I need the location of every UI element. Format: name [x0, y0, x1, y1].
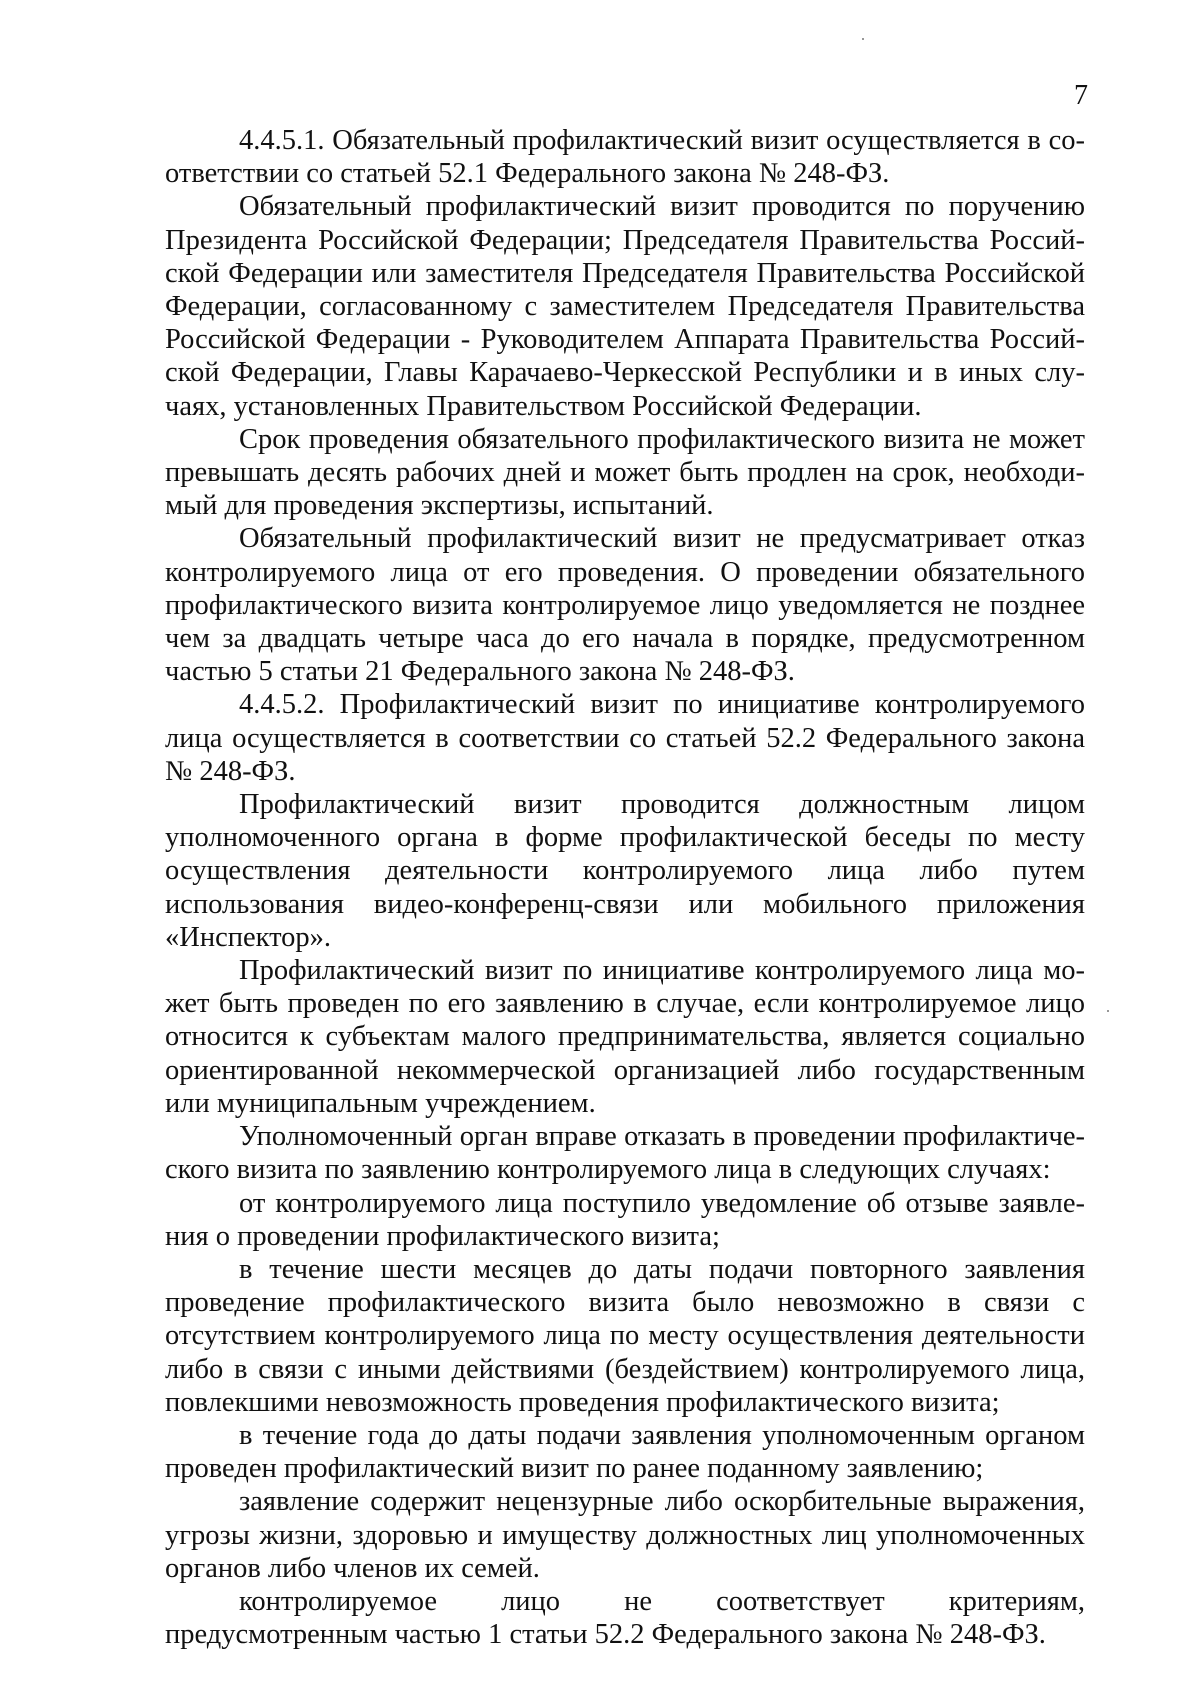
paragraph: Обязательный профилактический визит не предусматривает отказ контролируемого лица от его проведения. О проведении обязательного профилактического визита контролируемое лицо уведомляется не позднее чем за двадцать четыре часа до его начала в порядке, предусмотренном частью 5 статьи 21 Федерального закона № 248-ФЗ.: [165, 523, 1085, 688]
scan-speck: [862, 38, 864, 40]
list-item: контролируемое лицо не соответствует критериям, предусмотренным частью 1 статьи 52.2 Федерального закона № 248-ФЗ.: [165, 1585, 1085, 1651]
paragraph: Уполномоченный орган вправе отказать в проведении профилактического визита по заявлению контролируемого лица в следующих случаях:: [165, 1121, 1085, 1186]
paragraph: Обязательный профилактический визит проводится по поручению Президента Российской Федерации; Председателя Правительства Российской Федерации или заместителя Председателя Правительства Российской Федерации, согласованному с заместителем Председателя Правительства Российской Федерации - Руководителем Аппарата Правительства Российской Федерации, Главы Карачаево-Черкесской Республики и в иных случаях, установленных Правительством Российской Федерации.: [165, 191, 1085, 422]
page-number: 7: [1074, 80, 1088, 111]
list-item: от контролируемого лица поступило уведомление об отзыве заявления о проведении профилактического визита;: [165, 1187, 1085, 1252]
paragraph: 4.4.5.2. Профилактический визит по инициативе контролируемого лица осуществляется в соответствии со статьей 52.2 Федерального закона № 248-ФЗ.: [165, 689, 1085, 787]
paragraph: 4.4.5.1. Обязательный профилактический визит осуществляется в соответствии со статьей 52.1 Федерального закона № 248-ФЗ.: [165, 125, 1085, 190]
list-item: заявление содержит нецензурные либо оскорбительные выражения, угрозы жизни, здоровью и имуществу должностных лиц уполномоченных органов либо членов их семей.: [165, 1486, 1085, 1584]
list-item: в течение шести месяцев до даты подачи повторного заявления проведение профилактического визита было невозможно в связи с отсутствием контролируемого лица по месту осуществления деятельности либо в связи с иными действиями (бездействием) контролируемого лица, повлекшими невозможность проведения профилактического визита;: [165, 1253, 1085, 1418]
scan-speck: [1107, 1010, 1109, 1012]
paragraph: Профилактический визит проводится должностным лицом уполномоченного органа в форме профилактической беседы по месту осуществления деятельности контролируемого лица либо путем использования видео-конференц-связи или мобильного приложения «Инспектор».: [165, 789, 1085, 953]
list-item: в течение года до даты подачи заявления уполномоченным органом проведен профилактический визит по ранее поданному заявлению;: [165, 1419, 1085, 1485]
paragraph: Профилактический визит по инициативе контролируемого лица может быть проведен по его заявлению в случае, если контролируемое лицо относится к субъектам малого предпринимательства, является социально ориентированной некоммерческой организацией либо государственным или муниципальным учреждением.: [165, 955, 1085, 1119]
document-body: [165, 124, 1085, 1651]
paragraph: Срок проведения обязательного профилактического визита не может превышать десять рабочих дней и может быть продлен на срок, необходимый для проведения экспертизы, испытаний.: [165, 423, 1085, 522]
